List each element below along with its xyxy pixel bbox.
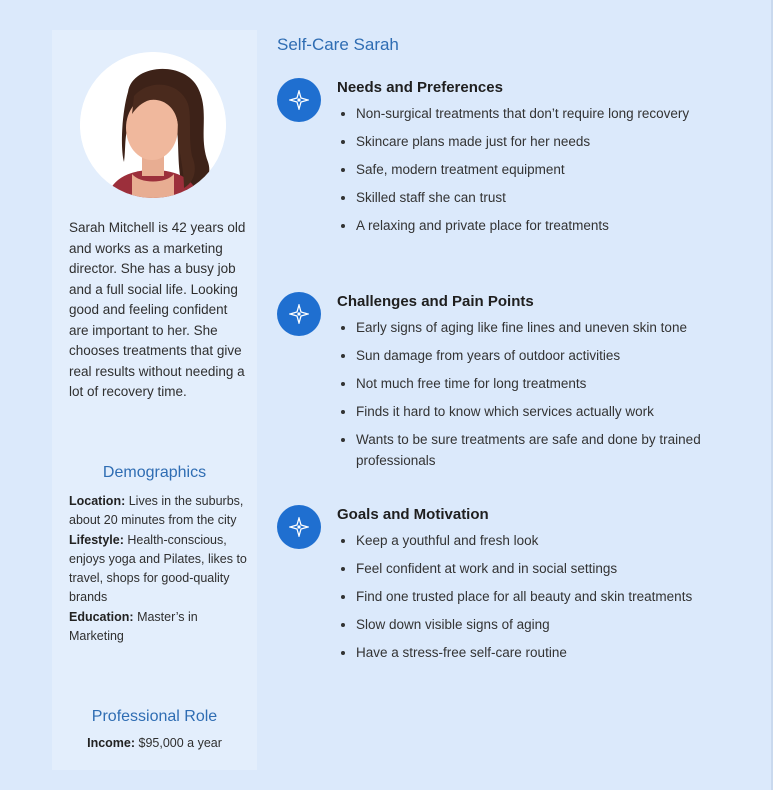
demographics-details <box>69 492 249 646</box>
list-item: • Finds it hard to know which services actually work <box>356 402 736 423</box>
sparkle-icon <box>277 505 321 549</box>
list-item: • Not much free time for long treatments <box>356 374 736 395</box>
location-value: Lives in the suburbs, about 20 minutes from the city <box>69 494 244 528</box>
location-row <box>69 492 249 531</box>
income-row <box>52 736 257 750</box>
list-item: • Skilled staff she can trust <box>356 188 736 209</box>
location-label: Location: <box>69 494 126 508</box>
income-label: Income: <box>87 736 136 750</box>
education-row <box>69 608 249 647</box>
woman-avatar-icon <box>80 52 226 198</box>
list-item: • Skincare plans made just for her needs <box>356 132 736 153</box>
goals-list <box>339 531 736 671</box>
list-item: • Feel confident at work and in social settings <box>356 559 736 580</box>
income-value: $95,000 a year <box>135 736 222 750</box>
lifestyle-row <box>69 531 249 608</box>
challenges-list <box>339 318 736 479</box>
professional-role-heading: Professional Role <box>91 708 218 725</box>
list-item: • Non-surgical treatments that don’t require long recovery <box>356 104 736 125</box>
sparkle-icon <box>277 78 321 122</box>
list-item: • Wants to be sure treatments are safe and done by trained professionals <box>356 430 736 471</box>
education-value: Master’s in Marketing <box>69 609 198 644</box>
list-item: • Sun damage from years of outdoor activities <box>356 346 736 367</box>
profile-sidebar <box>52 30 257 770</box>
challenges-heading: Challenges and Pain Points <box>337 293 534 310</box>
list-item: • Keep a youthful and fresh look <box>356 531 736 552</box>
goals-heading: Goals and Motivation <box>337 506 489 523</box>
sparkle-icon <box>277 292 321 336</box>
list-item: • Slow down visible signs of aging <box>356 615 736 636</box>
list-item: • A relaxing and private place for treatments <box>356 216 736 237</box>
persona-title: Self-Care Sarah <box>277 35 399 54</box>
needs-list <box>339 104 736 244</box>
lifestyle-value: Health-conscious, enjoys yoga and Pilates, likes to travel, shops for good-quality brands <box>69 532 247 605</box>
avatar <box>80 52 226 198</box>
list-item: • Find one trusted place for all beauty and skin treatments <box>356 587 736 608</box>
bio-text: Sarah Mitchell is 42 years old and works as a marketing director. She has a busy job and a full social life. Looking good and feeling confident are important to her. She chooses treatments that give real results without needing a lot of recovery time. <box>69 220 246 399</box>
lifestyle-label: Lifestyle: <box>69 532 124 547</box>
list-item: • Early signs of aging like fine lines and uneven skin tone <box>356 318 736 339</box>
list-item: • Have a stress-free self-care routine <box>356 643 736 664</box>
education-label: Education: <box>69 609 134 624</box>
demographics-heading: Demographics <box>102 464 207 481</box>
list-item: • Safe, modern treatment equipment <box>356 160 736 181</box>
needs-heading: Needs and Preferences <box>337 79 503 96</box>
